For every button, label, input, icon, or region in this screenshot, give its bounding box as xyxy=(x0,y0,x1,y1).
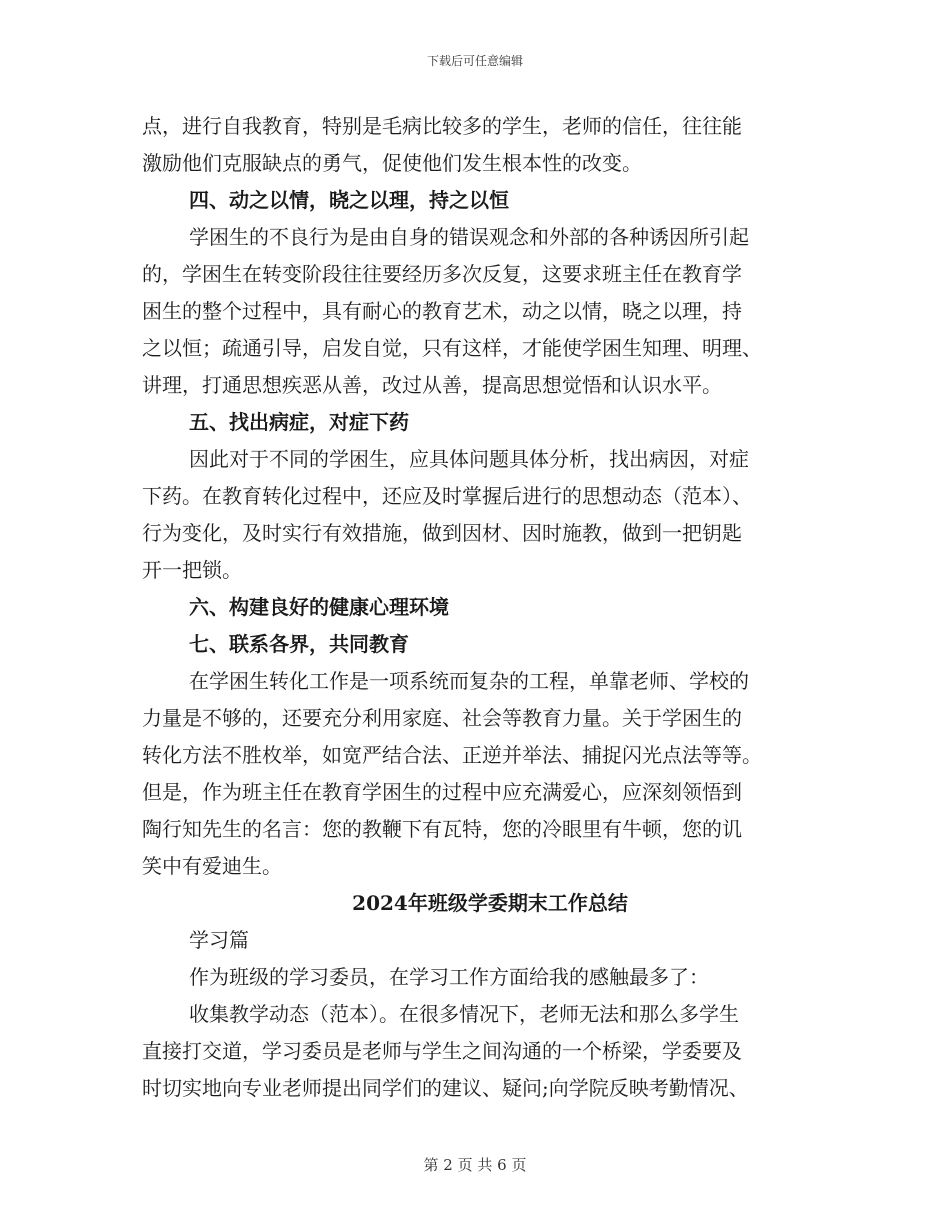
paragraph-line: 开一把锁。 xyxy=(142,558,242,582)
page-footer: 第 2 页 共 6 页 xyxy=(423,1156,527,1174)
section-title: 2024年班级学委期末工作总结 xyxy=(352,891,628,915)
paragraph-line: 收集教学动态（范本）。在很多情况下，老师无法和那么多学生 xyxy=(189,1002,739,1026)
paragraph-line: 笑中有爱迪生。 xyxy=(142,854,282,878)
paragraph-line: 直接打交道，学习委员是老师与学生之间沟通的一个桥梁，学委要及 xyxy=(142,1039,742,1063)
paragraph-line: 下药。在教育转化过程中，还应及时掌握后进行的思想动态（范本）、 xyxy=(142,484,752,508)
section-heading: 七、联系各界，共同教育 xyxy=(189,632,409,656)
paragraph-line: 陶行知先生的名言：您的教鞭下有瓦特，您的冷眼里有牛顿，您的讥 xyxy=(142,817,742,841)
document-body xyxy=(142,108,822,1107)
page-header: 下载后可任意编辑 xyxy=(426,54,523,68)
paragraph-line: 讲理，打通思想疾恶从善，改过从善，提高思想觉悟和认识水平。 xyxy=(142,373,722,397)
section-heading: 四、动之以情，晓之以理，持之以恒 xyxy=(189,188,509,212)
paragraph-line: 因此对于不同的学困生，应具体问题具体分析，找出病因，对症 xyxy=(189,447,749,471)
section-heading: 六、构建良好的健康心理环境 xyxy=(189,595,449,619)
section-heading: 五、找出病症，对症下药 xyxy=(189,410,409,434)
paragraph-line: 学习篇 xyxy=(189,928,249,952)
paragraph-line: 点，进行自我教育，特别是毛病比较多的学生，老师的信任，往往能 xyxy=(142,114,742,138)
paragraph-line: 的，学困生在转变阶段往往要经历多次反复，这要求班主任在教育学 xyxy=(142,262,742,286)
paragraph-line: 学困生的不良行为是由自身的错误观念和外部的各种诱因所引起 xyxy=(189,225,749,249)
paragraph-line: 激励他们克服缺点的勇气，促使他们发生根本性的改变。 xyxy=(142,151,642,175)
paragraph-line: 困生的整个过程中，具有耐心的教育艺术，动之以情，晓之以理，持 xyxy=(142,299,742,323)
paragraph-line: 转化方法不胜枚举，如宽严结合法、正逆并举法、捕捉闪光点法等等。 xyxy=(142,743,762,767)
paragraph-line: 在学困生转化工作是一项系统而复杂的工程，单靠老师、学校的 xyxy=(189,669,749,693)
paragraph-line: 行为变化，及时实行有效措施，做到因材、因时施教，做到一把钥匙 xyxy=(142,521,742,545)
paragraph-line: 时切实地向专业老师提出同学们的建议、疑问;向学院反映考勤情况、 xyxy=(142,1076,749,1100)
paragraph-line: 之以恒；疏通引导，启发自觉，只有这样，才能使学困生知理、明理、 xyxy=(142,336,762,360)
paragraph-line: 作为班级的学习委员，在学习工作方面给我的感触最多了： xyxy=(189,965,709,989)
paragraph-line: 力量是不够的，还要充分利用家庭、社会等教育力量。关于学困生的 xyxy=(142,706,742,730)
paragraph-line: 但是，作为班主任在教育学困生的过程中应充满爱心，应深刻领悟到 xyxy=(142,780,742,804)
